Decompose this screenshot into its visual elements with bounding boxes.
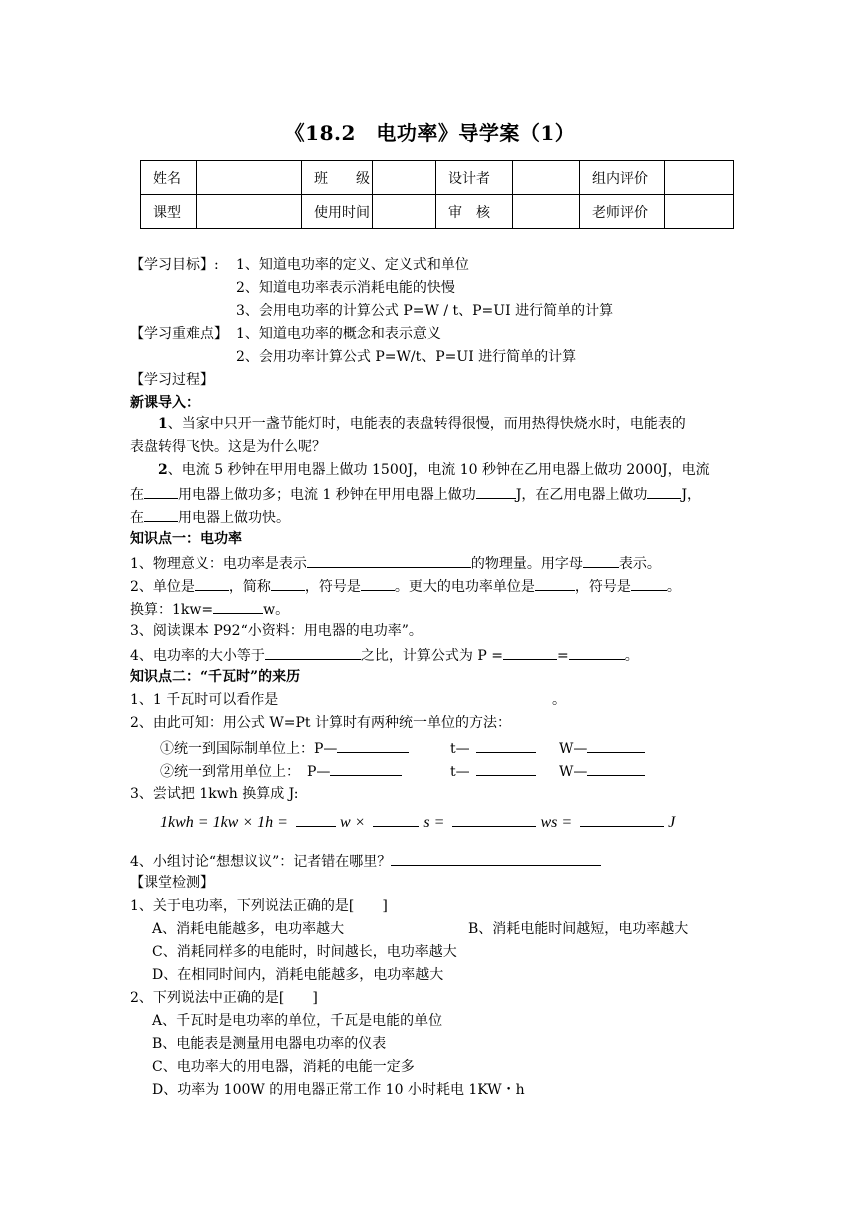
text: 。 (552, 692, 566, 708)
fill-blank[interactable] (580, 812, 664, 827)
fill-blank[interactable] (361, 576, 395, 591)
text: 。 (624, 648, 639, 664)
question-number: 2 (158, 462, 168, 478)
fill-blank[interactable] (144, 484, 178, 499)
table-row (141, 195, 734, 229)
page-title: 《18.2 电功率》导学案（1） (284, 121, 576, 145)
table-cell: 班 级 (302, 161, 373, 195)
text: 4、电功率的大小等于 (130, 648, 265, 664)
choice-option[interactable]: D、功率为 100W 的用电器正常工作 10 小时耗电 1KW・h (152, 1082, 525, 1098)
process-label: 【学习过程】 (130, 372, 214, 388)
question-number: 1 (158, 416, 168, 432)
choice-option[interactable]: B、电能表是测量用电器电功率的仪表 (152, 1036, 387, 1052)
text: 之比，计算公式为 P = (360, 648, 503, 664)
text: ，符号是 (304, 579, 361, 595)
text: ②统一到常用单位上： P— (160, 764, 331, 780)
question-text: 2、由此可知：用公式 W=Pt 计算时有两种统一单位的方法： (130, 715, 511, 731)
intro-paragraph-1 (158, 415, 686, 433)
text: 在 (130, 487, 144, 503)
text: J，在乙用电器上做功 (515, 487, 648, 503)
question-text: 3、阅读课本 P92“小资料：用电器的电功率”。 (130, 623, 423, 639)
text: 表示。 (618, 556, 661, 572)
text: 在 (130, 510, 144, 526)
question-line (130, 599, 289, 619)
text: w × (339, 814, 366, 831)
fill-blank[interactable] (476, 761, 536, 776)
text: t— (450, 764, 470, 780)
table-cell: 使用时间 (302, 195, 373, 229)
fill-blank[interactable] (330, 761, 402, 776)
question-line (130, 507, 290, 527)
objective-item: 1、知道电功率的定义、定义式和单位 (236, 257, 469, 273)
table-cell-input[interactable] (665, 161, 734, 195)
text: W— (559, 741, 588, 757)
info-table (140, 160, 734, 229)
key-point-item: 1、知道电功率的概念和表示意义 (236, 326, 441, 342)
fill-blank[interactable] (503, 645, 557, 660)
question-text: 表盘转得飞快。这是为什么呢？ (130, 439, 326, 455)
text: 用电器上做功快。 (178, 510, 290, 526)
table-cell-input[interactable] (197, 195, 302, 229)
question-line (130, 851, 601, 871)
text: 1、1 千瓦时可以看作是 (130, 692, 279, 708)
unit-line-common (160, 761, 402, 781)
fill-blank[interactable] (476, 484, 516, 499)
unit-line-si-w (559, 738, 645, 758)
choice-option[interactable]: D、在相同时间内，消耗电能越多，电功率越大 (152, 967, 444, 983)
text: W— (559, 764, 588, 780)
text: J (668, 814, 676, 831)
objectives-label: 【学习目标】: (130, 257, 219, 273)
fill-blank[interactable] (587, 738, 645, 753)
choice-option[interactable]: C、电功率大的用电器，消耗的电能一定多 (152, 1059, 415, 1075)
fill-blank[interactable] (583, 553, 619, 568)
fill-blank[interactable] (631, 576, 667, 591)
key-points-label: 【学习重难点】 (130, 326, 228, 342)
fill-blank[interactable] (271, 576, 305, 591)
text: 1、物理意义：电功率是表示 (130, 556, 307, 572)
question-text: 3、尝试把 1kwh 换算成 J: (130, 786, 299, 802)
table-cell: 老师评价 (580, 195, 665, 229)
table-cell-input[interactable] (197, 161, 302, 195)
table-row (141, 161, 734, 195)
unit-line-si (160, 738, 409, 758)
text: 用电器上做功多；电流 1 秒钟在甲用电器上做功 (178, 487, 476, 503)
question-line (130, 691, 278, 709)
text: 1kwh = 1kw × 1h = (160, 814, 288, 831)
kp1-heading: 知识点一：电功率 (130, 531, 242, 547)
choice-option[interactable]: C、消耗同样多的电能时，时间越长，电功率越大 (152, 944, 457, 960)
text: ，符号是 (574, 579, 631, 595)
objective-item: 3、会用电功率的计算公式 P=W / t、P=UI 进行简单的计算 (236, 303, 614, 319)
fill-blank[interactable] (535, 576, 575, 591)
intro-heading: 新课导入： (130, 395, 200, 411)
fill-blank[interactable] (391, 851, 601, 866)
fill-blank[interactable] (144, 507, 178, 522)
table-cell: 组内评价 (580, 161, 665, 195)
fill-blank[interactable] (337, 738, 409, 753)
question-text: 、当家中只开一盏节能灯时，电能表的表盘转得很慢，而用热得快烧水时，电能表的 (167, 416, 686, 432)
text: ws = (540, 814, 573, 831)
fill-blank[interactable] (569, 645, 625, 660)
table-cell-input[interactable] (373, 161, 436, 195)
table-cell-input[interactable] (513, 161, 580, 195)
text: 2、单位是 (130, 579, 195, 595)
question-line (130, 553, 661, 573)
text: ①统一到国际制单位上：P— (160, 741, 338, 757)
intro-paragraph-2 (158, 461, 710, 479)
fill-blank[interactable] (476, 738, 536, 753)
fill-blank[interactable] (265, 645, 361, 660)
question-text: 2、下列说法中正确的是[ ] (130, 990, 318, 1006)
text: s = (423, 814, 445, 831)
fill-blank[interactable] (452, 812, 536, 827)
text: t— (450, 741, 470, 757)
choice-option[interactable]: A、千瓦时是电功率的单位，千瓦是电能的单位 (152, 1013, 443, 1029)
unit-line-si-t (450, 738, 536, 758)
fill-blank[interactable] (213, 599, 263, 614)
unit-line-common-w (559, 761, 645, 781)
table-cell: 设计者 (436, 161, 513, 195)
question-line (130, 484, 701, 504)
text: J， (681, 487, 702, 503)
table-cell: 姓名 (141, 161, 197, 195)
text: w。 (263, 602, 290, 618)
fill-blank[interactable] (195, 576, 229, 591)
choice-option[interactable]: A、消耗电能越多，电功率越大 (152, 921, 345, 937)
question-line (130, 576, 681, 596)
key-point-item: 2、会用功率计算公式 P=W/t、P=UI 进行简单的计算 (236, 349, 577, 365)
table-cell-input[interactable] (665, 195, 734, 229)
choice-option[interactable]: B、消耗电能时间越短，电功率越大 (468, 921, 689, 937)
question-line (130, 645, 639, 665)
fill-blank[interactable] (373, 812, 419, 827)
table-cell-input[interactable] (513, 195, 580, 229)
text: 。 (666, 579, 681, 595)
fill-blank[interactable] (296, 812, 336, 827)
text: ，简称 (228, 579, 271, 595)
question-text: 、电流 5 秒钟在甲用电器上做功 1500J，电流 10 秒钟在乙用电器上做功 2000J，电流 (167, 462, 710, 478)
fill-blank[interactable] (307, 553, 471, 568)
fill-blank[interactable] (647, 484, 681, 499)
conversion-formula (160, 812, 675, 832)
text: 换算：1kw= (130, 602, 214, 618)
fill-blank[interactable] (587, 761, 645, 776)
text: 的物理量。用字母 (470, 556, 583, 572)
kp2-heading: 知识点二：“千瓦时”的来历 (130, 669, 301, 685)
table-cell: 审 核 (436, 195, 513, 229)
question-text: 1、关于电功率，下列说法正确的是[ ] (130, 898, 388, 914)
table-cell-input[interactable] (373, 195, 436, 229)
text: = (556, 648, 569, 664)
table-cell: 课型 (141, 195, 197, 229)
check-label: 【课堂检测】 (130, 875, 214, 891)
unit-line-common-t (450, 761, 536, 781)
objective-item: 2、知道电功率表示消耗电能的快慢 (236, 280, 455, 296)
text: 4、小组讨论“想想议议”：记者错在哪里？ (130, 854, 392, 870)
text: 。更大的电功率单位是 (394, 579, 535, 595)
